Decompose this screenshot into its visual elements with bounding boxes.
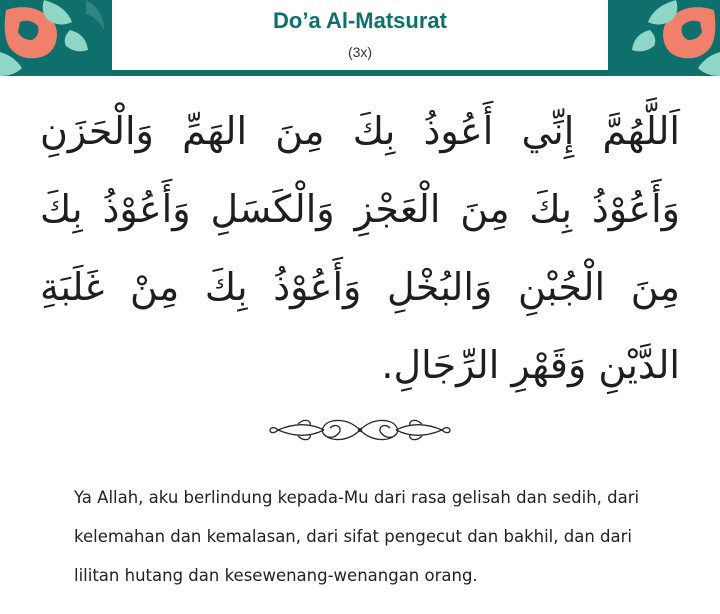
arabic-prayer-text: اَللَّهُمَّ إِنِّي أَعُوذُ بِكَ مِنَ الهَمِّ وَالْحَزَنِ وَأَعُوْذُ بِكَ مِنَ الْعَجْزِ وَالْكَسَلِ وَأَعُوْذُ بِكَ مِنَ الْجُبْنِ وَالبُخْلِ وَأَعُوْذُ بِكَ مِنْ غَلَبَةِ الدَّيْنِ وَقَهْرِ الرِّجَالِ. (40, 109, 680, 387)
repeat-count: (3x) (347, 44, 373, 60)
header-banner (0, 0, 720, 76)
calligraphic-flourish-icon (268, 412, 452, 448)
page-title: Do’a Al-Matsurat (273, 8, 447, 33)
translation-text: Ya Allah, aku berlindung kepada-Mu dari rasa gelisah dan sedih, dari kelemahan dan kemalasan, dari sifat pengecut dan bakhil, dan dari lilitan hutang dan kesewenang-wenangan orang. (74, 488, 640, 585)
